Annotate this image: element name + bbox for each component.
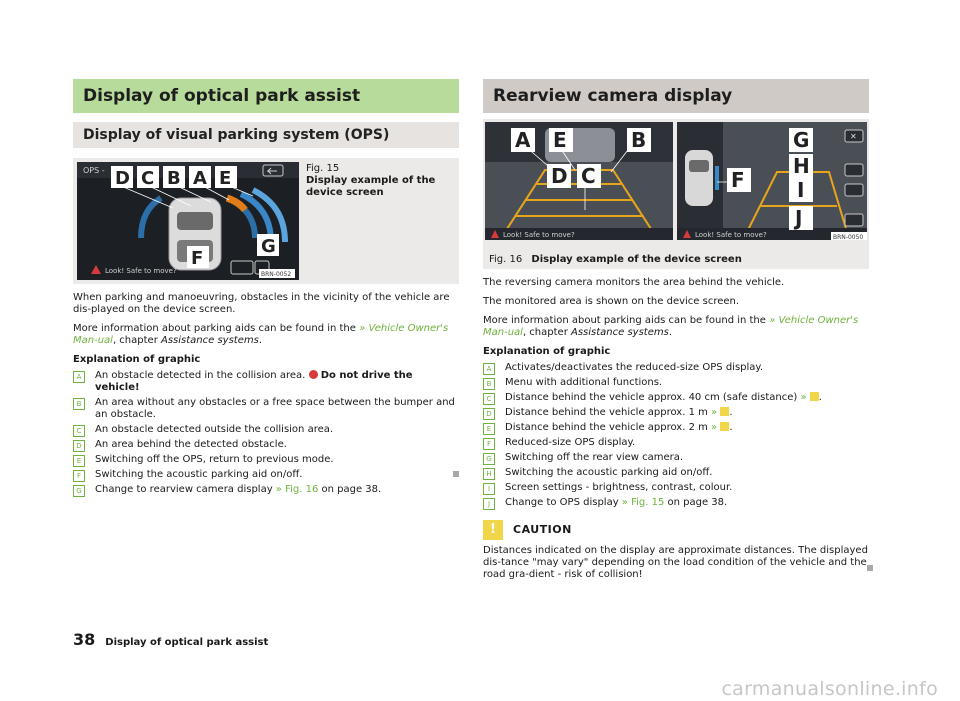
list-item: G Switching off the rear view camera. [483,452,869,464]
list-item: G Change to rearview camera display » Fig. 16 on page 38. [73,484,459,496]
list-item: B An area without any obstacles or a free space between the bumper and an obstacle. [73,397,459,421]
close-icon[interactable]: ✕ [850,132,857,141]
label-a: A [193,168,207,189]
warning-icon [720,407,729,416]
label-b: B [631,128,647,152]
figure-number: Fig. 16 [489,254,523,265]
label-h: H [793,154,810,178]
list-item: I Screen settings - brightness, contrast, colour. [483,482,869,494]
label-a: A [515,128,531,152]
label-j: J [795,206,803,230]
page-footer [73,630,268,649]
figure-16-caption [489,254,742,265]
fig-16-link[interactable]: » Fig. 16 [275,484,319,495]
section-title-ops: Display of optical park assist [73,79,459,113]
caution-link[interactable]: » [711,407,718,418]
label-c: C [141,168,155,189]
paragraph: The monitored area is shown on the device screen. [483,296,740,307]
ops-screen-image [77,162,299,280]
right-column [483,79,869,588]
left-body [73,292,459,496]
owners-manual-link[interactable]: » Vehicle Owner's Man-ual [73,323,449,346]
watermark: carmanualsonline.info [721,678,938,700]
figure-code: BRN-0050 [833,234,864,240]
caution-icon: ! [483,520,503,540]
list-item: F Switching the acoustic parking aid on/off. [73,469,459,481]
figure-caption-text: Display example of the device screen [306,175,436,198]
list-item: A An obstacle detected in the collision area. Do not drive the vehicle! [73,370,459,394]
label-f: F [731,168,745,192]
caution-text: Distances indicated on the display are approximate distances. The displayed dis-tance "may vary" depending on the load condition of the vehicle and the road gra-dient - risk of collision! [483,545,868,580]
list-item: A Activates/deactivates the reduced-size OPS display. [483,362,869,374]
camera-screen-right [677,122,867,240]
list-item: C Distance behind the vehicle approx. 40 cm (safe distance) » . [483,392,869,404]
list-item: B Menu with additional functions. [483,377,869,389]
list-item: E Distance behind the vehicle approx. 2 m » . [483,422,869,434]
figure-code: BRN-0052 [261,271,292,278]
sound-icon [845,164,863,176]
ops-screen-header: OPS - [83,166,105,175]
figure-16 [483,119,869,269]
label-c: C [581,164,596,188]
paragraph-more-info: More information about parking aids can be found in the » Vehicle Owner's Man-ual, chapter Assistance systems. [73,323,449,346]
figure-caption-text: Display example of the device screen [531,254,742,265]
footer-title: Display of optical park assist [105,637,269,648]
list-item: E Switching off the OPS, return to previous mode. [73,454,459,466]
caution-link[interactable]: » [711,422,718,433]
label-b: B [167,168,181,189]
list-item: D An area behind the detected obstacle. [73,439,459,451]
warning-icon [810,392,819,401]
camera-warning-left: Look! Safe to move? [503,231,575,239]
label-f: F [191,248,204,269]
fig-15-link[interactable]: » Fig. 15 [621,497,665,508]
section-title-camera: Rearview camera display [483,79,869,113]
camera-warning-right: Look! Safe to move? [695,231,767,239]
list-item: F Reduced-size OPS display. [483,437,869,449]
explanation-heading: Explanation of graphic [483,346,611,357]
label-g: G [793,128,810,152]
list-item: D Distance behind the vehicle approx. 1 m » . [483,407,869,419]
label-e: E [219,168,232,189]
section-end-mark [867,565,873,571]
ops-screen-warning: Look! Safe to move? [105,267,177,275]
owners-manual-link[interactable]: » Vehicle Owner's Man-ual [483,315,859,338]
paragraph: The reversing camera monitors the area behind the vehicle. [483,277,785,288]
caution-link[interactable]: » [800,392,807,403]
label-d: D [551,164,568,188]
label-d: D [115,168,130,189]
label-e: E [553,128,567,152]
label-i: I [797,178,805,202]
label-g: G [261,236,276,257]
camera-screen-left [485,122,673,240]
right-body [483,277,869,581]
list-item: H Switching the acoustic parking aid on/off. [483,467,869,479]
caution-box [483,519,869,581]
list-item: C An obstacle detected outside the collision area. [73,424,459,436]
figure-15 [73,158,459,284]
figure-number: Fig. 15 [306,163,340,174]
list-item: J Change to OPS display » Fig. 15 on page 38. [483,497,869,509]
paragraph-more-info: More information about parking aids can be found in the » Vehicle Owner's Man-ual, chapter Assistance systems. [483,315,859,338]
ops-icon [845,214,863,226]
legend-list [483,362,869,509]
section-end-mark [453,471,459,477]
caution-title: CAUTION [513,523,572,536]
subsection-title-ops: Display of visual parking system (OPS) [73,122,459,148]
legend-list [73,370,459,496]
stop-icon [309,370,318,379]
warning-icon [720,422,729,431]
caution-header [483,519,869,541]
figure-15-caption [306,163,456,199]
settings-icon [845,184,863,196]
page-number: 38 [73,630,96,649]
left-column [73,79,459,499]
paragraph: When parking and manoeuvring, obstacles in the vicinity of the vehicle are dis-played on the device screen. [73,292,450,315]
explanation-heading: Explanation of graphic [73,354,201,365]
